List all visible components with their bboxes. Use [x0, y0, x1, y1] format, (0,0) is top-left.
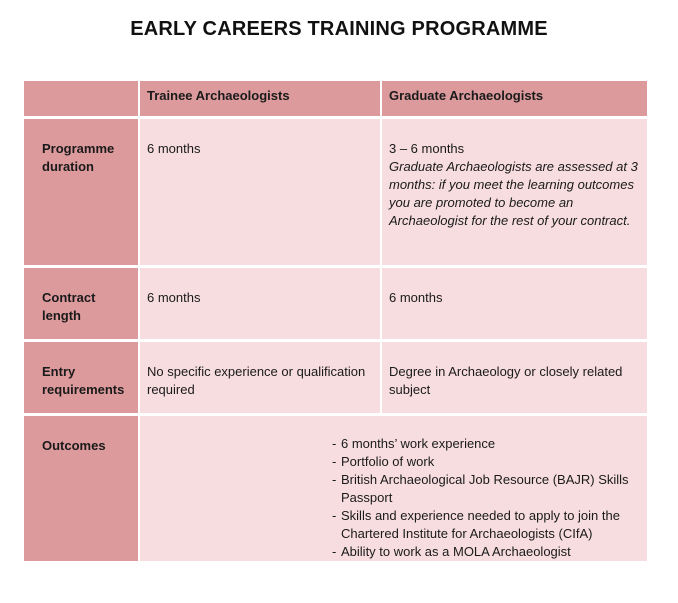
row-label-entry-requirements: Entry requirements [24, 342, 140, 416]
column-header-graduate: Graduate Archaeologists [382, 81, 647, 119]
list-item: - Ability to work as a MOLA Archaeologist [332, 543, 637, 561]
list-item: - British Archaeological Job Resource (BAJR) Skills Passport [332, 471, 637, 507]
cell-graduate-entry: Degree in Archaeology or closely related subject [382, 342, 647, 416]
column-header-trainee: Trainee Archaeologists [140, 81, 382, 119]
row-label-programme-duration: Programme duration [24, 119, 140, 268]
outcomes-list [332, 435, 637, 561]
row-label-contract-length: Contract length [24, 268, 140, 342]
cell-graduate-contract: 6 months [382, 268, 647, 342]
list-item: - Skills and experience needed to apply to join the Chartered Institute for Archaeologists (CIfA) [332, 507, 637, 543]
cell-graduate-duration [382, 119, 647, 268]
graduate-duration-value: 3 – 6 months [389, 141, 465, 156]
cell-trainee-duration: 6 months [140, 119, 382, 268]
row-label-outcomes: Outcomes [24, 416, 140, 564]
graduate-duration-note: Graduate Archaeologists are assessed at 3 months: if you meet the learning outcomes you are promoted to become an Archaeologist for the rest of your contract. [389, 159, 638, 228]
page-title: EARLY CAREERS TRAINING PROGRAMME [130, 18, 548, 40]
table-corner-cell [24, 81, 140, 119]
list-item: - 6 months’ work experience [332, 435, 637, 453]
cell-trainee-contract: 6 months [140, 268, 382, 342]
cell-outcomes [140, 416, 647, 564]
list-item: - Portfolio of work [332, 453, 637, 471]
training-programme-table [24, 81, 647, 564]
cell-trainee-entry: No specific experience or qualification required [140, 342, 382, 416]
